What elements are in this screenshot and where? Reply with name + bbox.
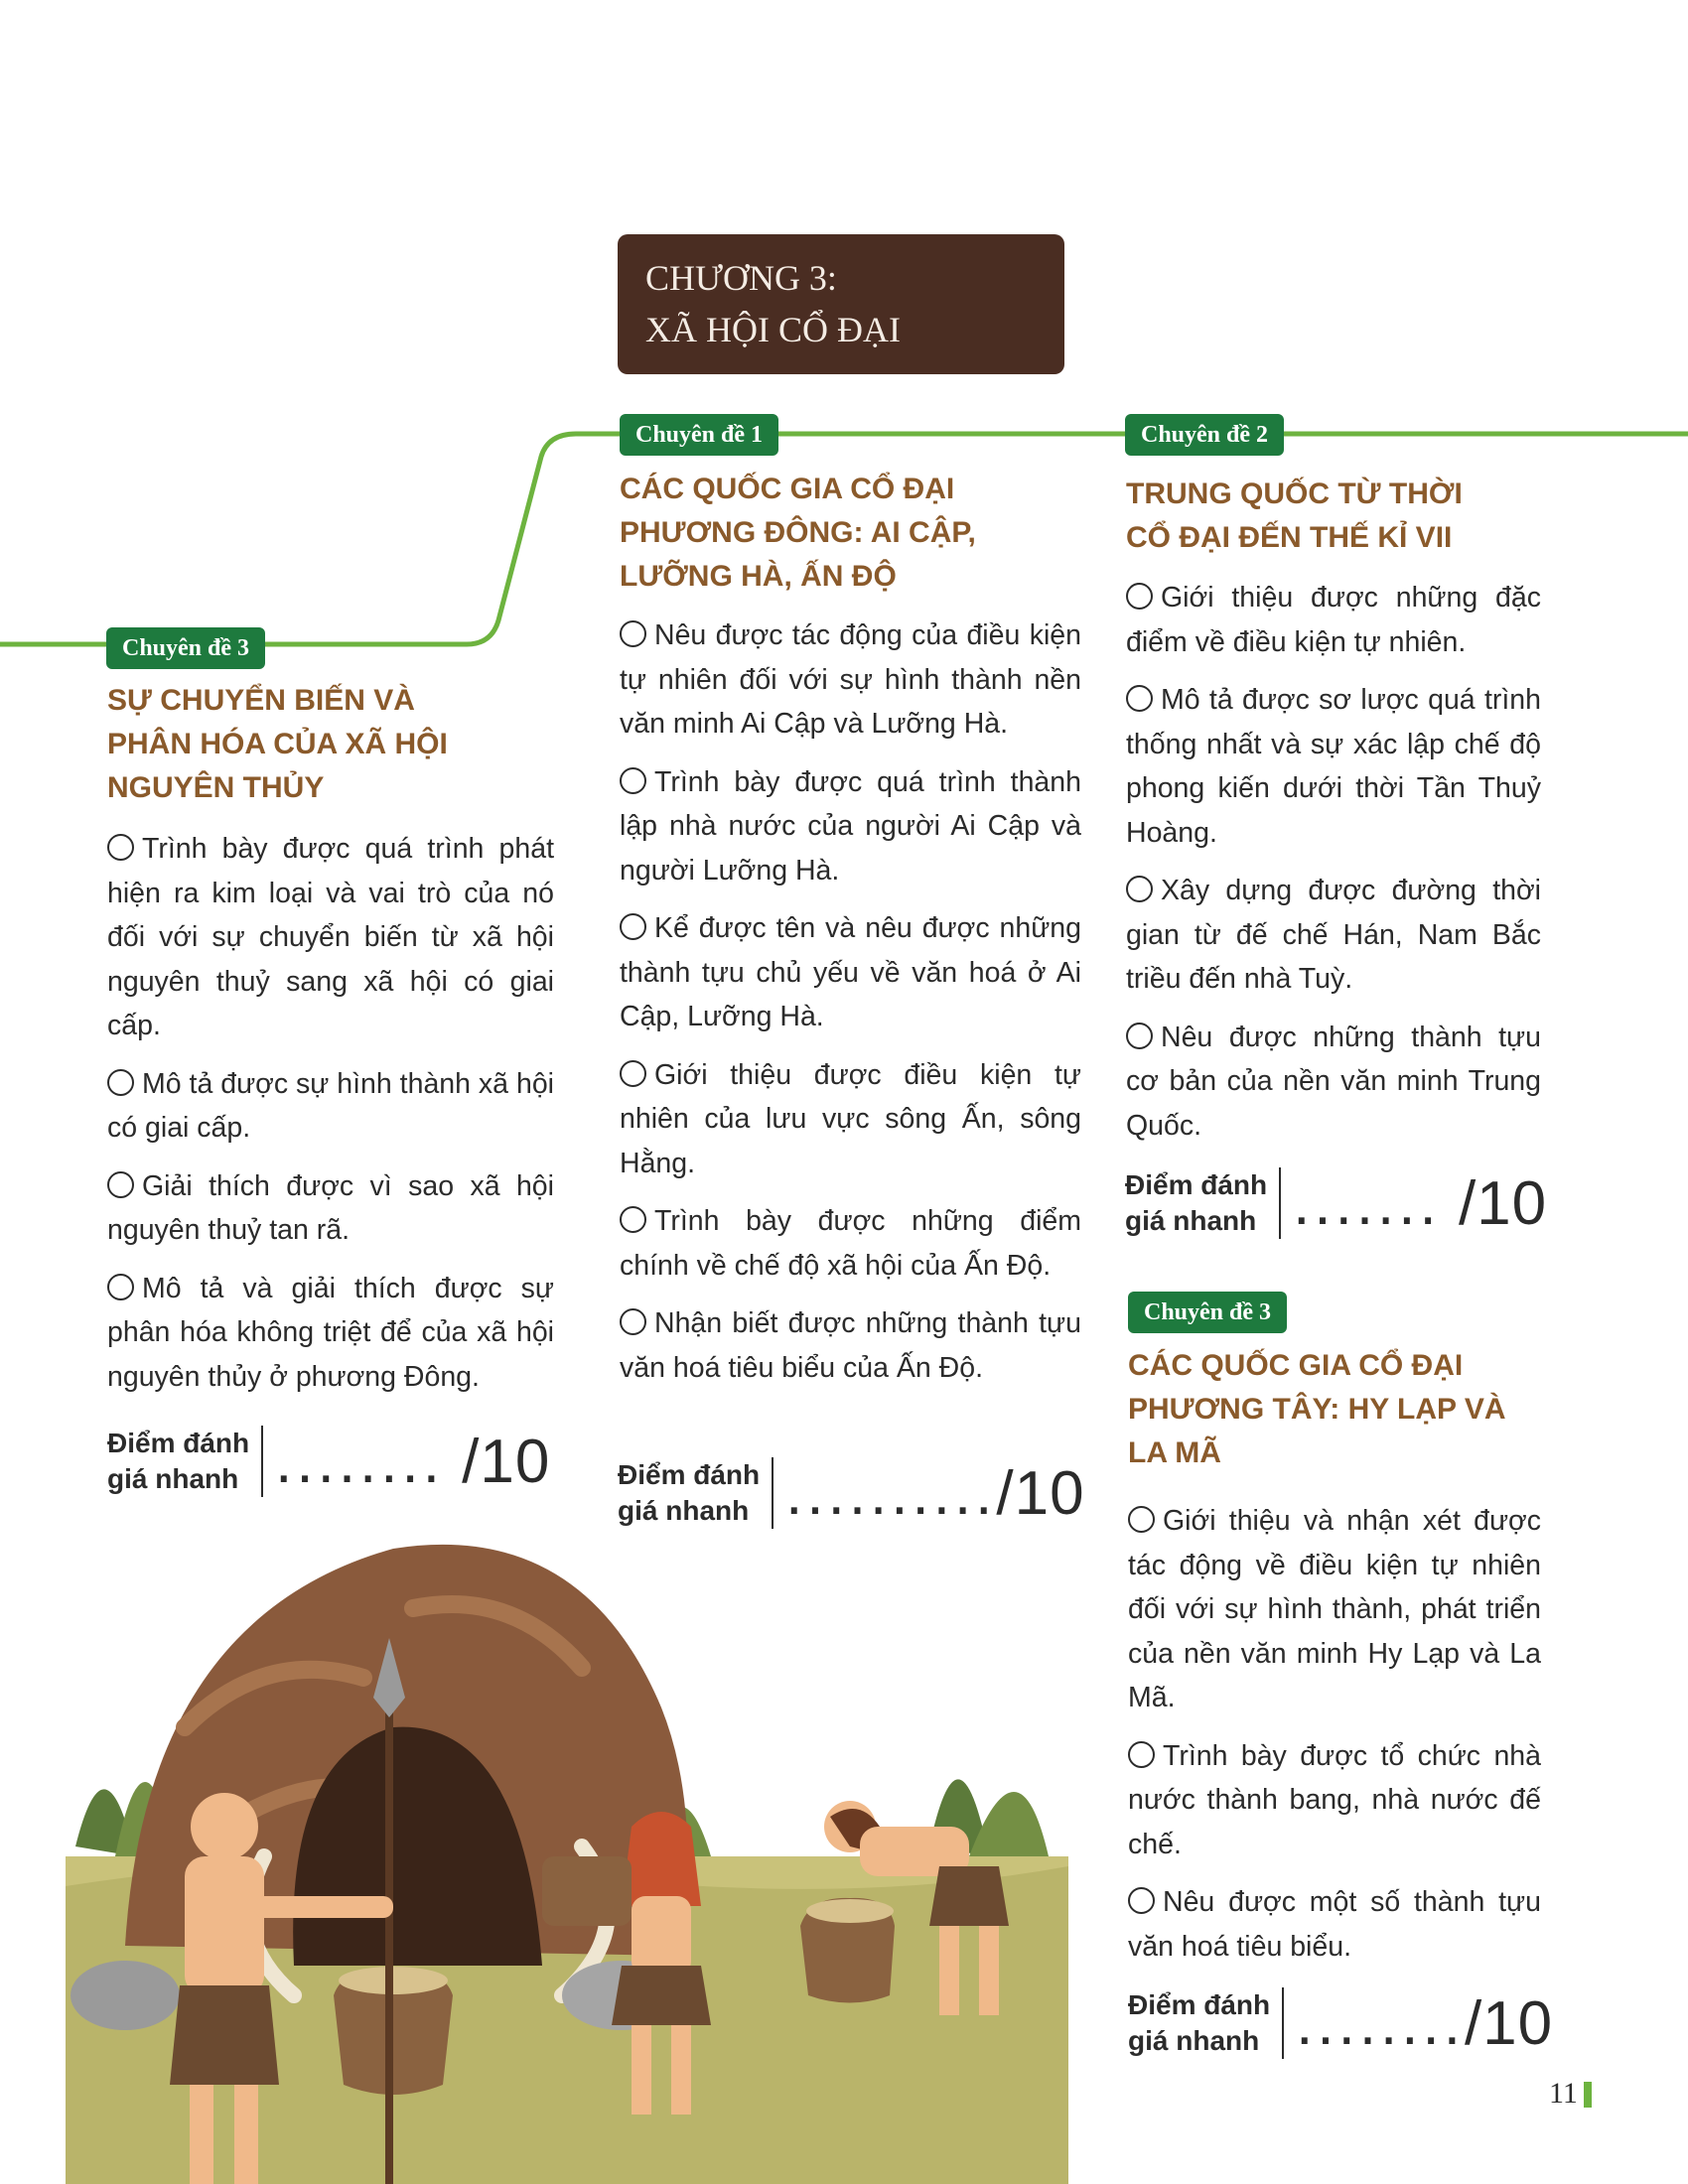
checkbox-circle-icon[interactable] [1126, 685, 1153, 712]
objective-item: Mô tả được sơ lược quá trình thống nhất và sự xác lập chế độ phong kiến dưới thời Tần Thuỷ Hoàng. [1126, 684, 1541, 849]
objectives-list-2 [620, 614, 1081, 1404]
objectives-list-1 [107, 827, 554, 1413]
quick-score-value[interactable]: ........../10 [785, 1458, 1085, 1528]
checkbox-circle-icon[interactable] [107, 1274, 134, 1300]
topic-title-3: TRUNG QUỐC TỪ THỜI CỔ ĐẠI ĐẾN THẾ KỈ VII [1126, 478, 1463, 554]
topic-title-2: CÁC QUỐC GIA CỔ ĐẠI PHƯƠNG ĐÔNG: AI CẬP, LƯỠNG HÀ, ẤN ĐỘ [620, 473, 976, 593]
objective-item: Xây dựng được đường thời gian từ đế chế Hán, Nam Bắc triều đến nhà Tuỳ. [1126, 875, 1541, 995]
quick-score-label: Điểm đánh giá nhanh [1128, 1987, 1284, 2059]
objective-item: Trình bày được những điểm chính về chế độ xã hội của Ấn Độ. [620, 1205, 1081, 1282]
objective-item: Giới thiệu và nhận xét được tác động về điều kiện tự nhiên đối với sự hình thành, phát triển của nền văn minh Hy Lạp và La Mã. [1128, 1505, 1541, 1713]
objective-item: Trình bày được tổ chức nhà nước thành bang, nhà nước đế chế. [1128, 1739, 1541, 1860]
checkbox-circle-icon[interactable] [1128, 1506, 1155, 1533]
topic-title-4: CÁC QUỐC GIA CỔ ĐẠI PHƯƠNG TÂY: HY LẠP VÀ LA MÃ [1128, 1349, 1506, 1469]
topic-title-1: SỰ CHUYỂN BIẾN VÀ PHÂN HÓA CỦA XÃ HỘI NGUYÊN THỦY [107, 684, 448, 804]
objective-item: Nêu được một số thành tựu văn hoá tiêu biểu. [1128, 1886, 1541, 1963]
checkbox-circle-icon[interactable] [107, 1171, 134, 1198]
chapter-title: XÃ HỘI CỔ ĐẠI [645, 310, 901, 349]
quick-score-3 [1125, 1163, 1547, 1243]
quick-score-1 [107, 1422, 550, 1501]
checkbox-circle-icon[interactable] [1128, 1887, 1155, 1914]
quick-score-label: Điểm đánh giá nhanh [1125, 1167, 1281, 1239]
quick-score-value[interactable]: ....... /10 [1293, 1168, 1548, 1238]
checkbox-circle-icon[interactable] [620, 767, 646, 794]
checkbox-circle-icon[interactable] [620, 1308, 646, 1335]
checkbox-circle-icon[interactable] [1126, 1023, 1153, 1049]
objective-item: Nêu được tác động của điều kiện tự nhiên đối với sự hình thành nền văn minh Ai Cập và Lưỡng Hà. [620, 619, 1081, 740]
objective-item: Kể được tên và nêu được những thành tựu chủ yếu về văn hoá ở Ai Cập, Lưỡng Hà. [620, 912, 1081, 1032]
checkbox-circle-icon[interactable] [1126, 876, 1153, 902]
topic-tag-3: Chuyên đề 2 [1125, 414, 1284, 456]
page-number: 11 [1549, 2077, 1578, 2110]
objective-item: Nhận biết được những thành tựu văn hoá tiêu biểu của Ấn Độ. [620, 1307, 1081, 1384]
quick-score-label: Điểm đánh giá nhanh [107, 1426, 263, 1497]
checkbox-circle-icon[interactable] [1128, 1741, 1155, 1768]
objective-item: Mô tả được sự hình thành xã hội có giai cấp. [107, 1067, 554, 1144]
topic-tag-1: Chuyên đề 3 [106, 627, 265, 669]
objectives-list-3 [1126, 576, 1541, 1161]
checkbox-circle-icon[interactable] [107, 1069, 134, 1096]
checkbox-circle-icon[interactable] [107, 834, 134, 861]
topic-tag-4: Chuyên đề 3 [1128, 1292, 1287, 1333]
objectives-list-4 [1128, 1499, 1541, 1982]
checkbox-circle-icon[interactable] [620, 913, 646, 940]
cave-people-icon [66, 1529, 1068, 2184]
page-number-accent [1584, 2082, 1592, 2108]
checkbox-circle-icon[interactable] [620, 1060, 646, 1087]
objective-item: Trình bày được quá trình phát hiện ra kim loại và vai trò của nó đối với sự chuyển biến từ xã hội nguyên thuỷ sang xã hội có giai cấp. [107, 833, 554, 1041]
quick-score-value[interactable]: ........ /10 [275, 1427, 551, 1496]
objective-item: Giải thích được vì sao xã hội nguyên thuỷ tan rã. [107, 1169, 554, 1246]
quick-score-4 [1128, 1983, 1553, 2063]
quick-score-2 [618, 1453, 1085, 1533]
quick-score-label: Điểm đánh giá nhanh [618, 1457, 774, 1529]
objective-item: Mô tả và giải thích được sự phân hóa không triệt để của xã hội nguyên thủy ở phương Đông. [107, 1272, 554, 1393]
objective-item: Giới thiệu được những đặc điểm về điều kiện tự nhiên. [1126, 582, 1541, 658]
checkbox-circle-icon[interactable] [620, 1206, 646, 1233]
objective-item: Giới thiệu được điều kiện tự nhiên của lưu vực sông Ấn, sông Hằng. [620, 1058, 1081, 1179]
quick-score-value[interactable]: ......../10 [1296, 1988, 1554, 2058]
checkbox-circle-icon[interactable] [1126, 583, 1153, 610]
topic-tag-2: Chuyên đề 1 [620, 414, 778, 456]
objective-item: Trình bày được quá trình thành lập nhà nước của người Ai Cập và người Lưỡng Hà. [620, 765, 1081, 887]
objective-item: Nêu được những thành tựu cơ bản của nền văn minh Trung Quốc. [1126, 1021, 1541, 1142]
checkbox-circle-icon[interactable] [620, 620, 646, 647]
chapter-number: CHƯƠNG 3: [645, 258, 837, 298]
